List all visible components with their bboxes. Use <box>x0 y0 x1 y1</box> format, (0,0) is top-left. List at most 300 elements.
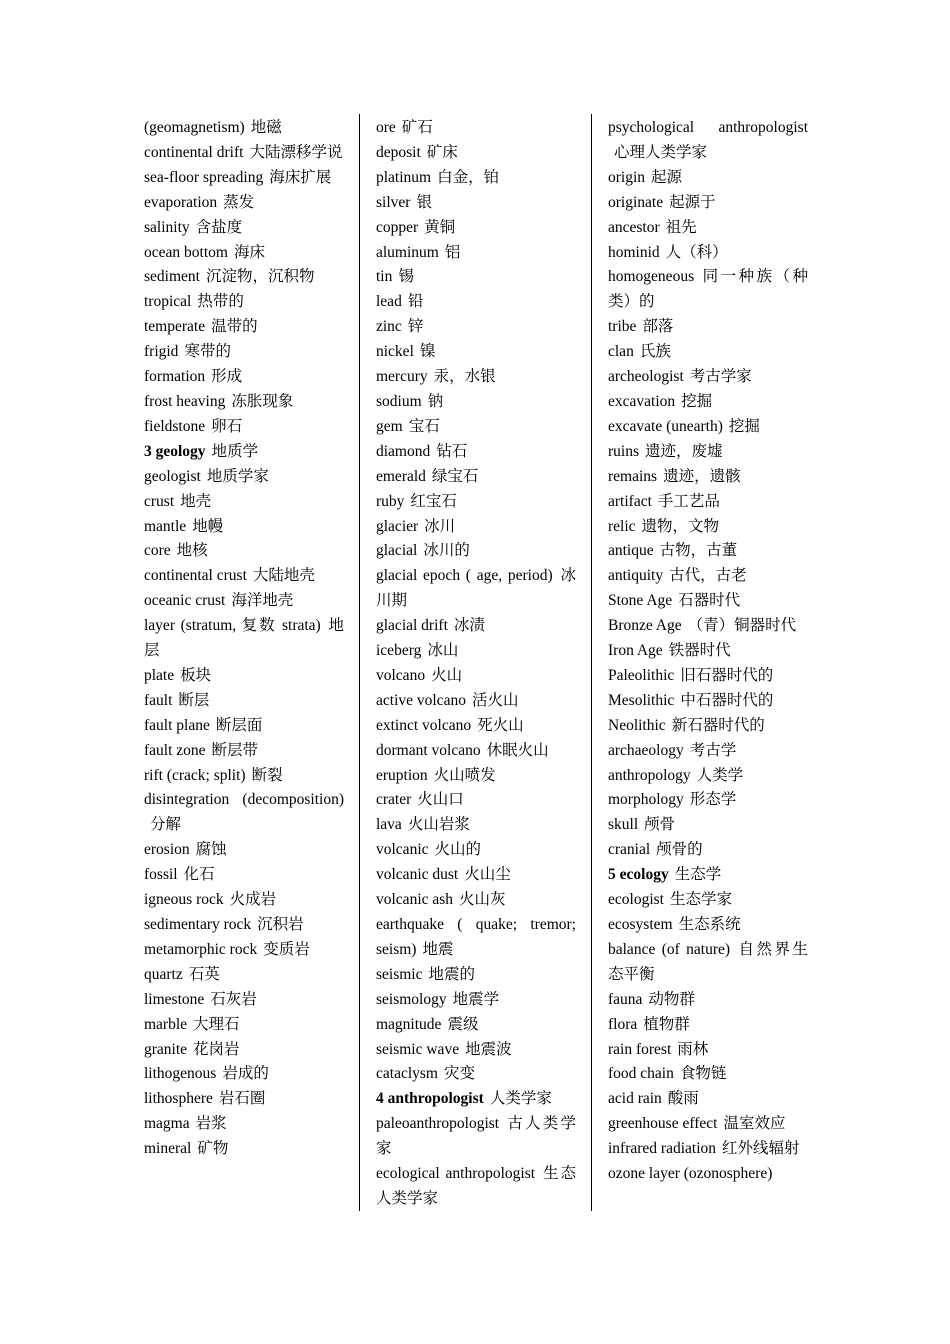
entry-term: (geomagnetism) <box>144 119 245 136</box>
glossary-entry <box>608 265 808 315</box>
glossary-entry <box>144 390 344 415</box>
glossary-entry <box>144 1013 344 1038</box>
entry-term: crater <box>376 791 412 809</box>
entry-term: Bronze Age <box>608 617 682 635</box>
glossary-entry <box>376 490 576 515</box>
entry-term: salinity <box>144 218 190 236</box>
glossary-entry <box>608 714 808 739</box>
entry-translation: 起源 <box>651 168 683 186</box>
entry-translation: 镍 <box>419 343 436 361</box>
entry-translation: 生态学 <box>674 866 722 884</box>
entry-term: seismic wave <box>376 1040 460 1058</box>
entry-term: morphology <box>608 791 684 809</box>
glossary-entry <box>376 290 576 315</box>
entry-translation: 红外线辐射 <box>722 1140 800 1158</box>
entry-term: rain forest <box>608 1040 672 1058</box>
entry-translation: 汞，水银 <box>433 368 496 386</box>
entry-term: ecosystem <box>608 916 673 933</box>
glossary-entry <box>608 166 808 191</box>
entry-translation: 断层面 <box>215 716 263 734</box>
glossary-entry <box>144 913 344 938</box>
glossary-entry <box>376 564 576 614</box>
glossary-entry <box>376 888 576 913</box>
entry-translation: 寒带的 <box>184 343 231 361</box>
entry-term: artifact <box>608 492 652 510</box>
entry-term: sea-floor spreading <box>144 168 264 186</box>
glossary-entry <box>144 465 344 490</box>
column-divider <box>591 114 592 1211</box>
entry-translation: 矿石 <box>401 119 433 136</box>
glossary-entry <box>376 241 576 266</box>
entry-translation: 手工艺品 <box>657 492 720 510</box>
entry-translation: 钻石 <box>436 442 468 460</box>
entry-translation: 地震 <box>422 940 454 958</box>
entry-translation: 冰川的 <box>423 542 470 560</box>
entry-translation: 冰山 <box>427 642 459 660</box>
glossary-entry <box>608 1062 808 1087</box>
entry-term: magma <box>144 1115 190 1133</box>
entry-translation: 冻胀现象 <box>231 392 294 410</box>
glossary-entry <box>376 863 576 888</box>
glossary-entry <box>144 739 344 764</box>
entry-term: Paleolithic <box>608 666 675 684</box>
entry-translation: 沉淀物，沉积物 <box>205 268 315 286</box>
glossary-entry <box>608 739 808 764</box>
entry-term: tin <box>376 268 393 286</box>
glossary-entry <box>376 465 576 490</box>
glossary-entry <box>376 813 576 838</box>
section-heading: 5 ecology <box>608 866 669 884</box>
glossary-entry <box>608 216 808 241</box>
entry-translation: 大陆漂移学说 <box>249 143 343 161</box>
entry-translation: 休眠火山 <box>486 741 549 759</box>
entry-translation: 银 <box>416 193 432 211</box>
entry-term: plate <box>144 666 175 684</box>
glossary-entry <box>608 564 808 589</box>
entry-term: mercury <box>376 368 428 386</box>
glossary-entry <box>376 440 576 465</box>
entry-term: sedimentary rock <box>144 916 252 933</box>
glossary-entry <box>144 265 344 290</box>
entry-translation: 考古学家 <box>689 368 752 386</box>
entry-term: lava <box>376 816 402 834</box>
glossary-entry <box>144 564 344 589</box>
entry-translation: 地壳 <box>180 492 212 510</box>
entry-term: lithosphere <box>144 1090 213 1108</box>
section-heading: 4 anthropologist <box>376 1090 484 1108</box>
entry-term: ancestor <box>608 218 660 236</box>
entry-term: tropical <box>144 293 192 311</box>
entry-translation: 火山口 <box>417 791 464 809</box>
entry-translation: 大陆地壳 <box>252 567 315 585</box>
entry-term: clan <box>608 343 634 361</box>
entry-translation: 矿物 <box>197 1140 229 1158</box>
entry-term: lead <box>376 293 402 311</box>
entry-term: diamond <box>376 442 431 460</box>
entry-term: ecologist <box>608 891 664 909</box>
glossary-entry <box>608 465 808 490</box>
glossary-entry <box>376 664 576 689</box>
entry-translation: 岩石圈 <box>218 1090 266 1108</box>
entry-term: skull <box>608 816 639 834</box>
glossary-entry <box>608 838 808 863</box>
glossary-entry <box>608 664 808 689</box>
entry-term: sodium <box>376 392 422 410</box>
glossary-entry <box>144 415 344 440</box>
glossary-entry <box>144 589 344 614</box>
entry-term: archeologist <box>608 368 684 386</box>
glossary-entry <box>608 813 808 838</box>
entry-translation: 心理人类学家 <box>614 143 708 161</box>
entry-translation: 温室效应 <box>723 1115 786 1133</box>
entry-translation: 温带的 <box>211 318 258 336</box>
entry-translation: 生态人类学家 <box>376 1165 576 1207</box>
entry-translation: 花岗岩 <box>193 1040 240 1058</box>
glossary-entry <box>608 390 808 415</box>
entry-term: excavation <box>608 392 676 410</box>
entry-translation: 变质岩 <box>263 940 310 958</box>
entry-translation: 死火山 <box>477 716 524 734</box>
entry-term: origin <box>608 168 646 186</box>
glossary-entry <box>376 689 576 714</box>
entry-term: frost heaving <box>144 392 226 410</box>
glossary-entry <box>144 764 344 789</box>
glossary-entry <box>608 988 808 1013</box>
entry-term: crust <box>144 492 175 510</box>
entry-translation: 动物群 <box>648 990 695 1008</box>
entry-translation: 板块 <box>180 666 212 684</box>
glossary-entry <box>144 141 344 166</box>
entry-translation: 白金，铂 <box>437 168 500 186</box>
entry-translation: 生态学家 <box>669 891 732 909</box>
entry-translation: 断层 <box>178 691 210 709</box>
entry-term: core <box>144 542 171 560</box>
entry-translation: 海床扩展 <box>269 168 332 186</box>
entry-term: gem <box>376 417 403 435</box>
entry-translation: 人类学 <box>696 766 744 784</box>
glossary-entry <box>144 116 344 141</box>
entry-term: Mesolithic <box>608 691 675 709</box>
glossary-entry <box>376 390 576 415</box>
entry-translation: 铝 <box>444 243 461 261</box>
entry-translation: 挖掘 <box>681 392 713 410</box>
entry-term: fossil <box>144 866 178 884</box>
entry-term: glacial epoch ( age, period) <box>376 567 553 585</box>
glossary-entry <box>608 191 808 216</box>
glossary-entry <box>376 1013 576 1038</box>
entry-term: temperate <box>144 318 206 336</box>
entry-translation: 火山灰 <box>459 891 506 909</box>
glossary-entry <box>376 539 576 564</box>
glossary-entry <box>144 938 344 963</box>
glossary-entry <box>376 963 576 988</box>
entry-term: continental drift <box>144 143 244 161</box>
entry-translation: 氏族 <box>639 343 671 361</box>
entry-term: formation <box>144 368 206 386</box>
glossary-entry <box>608 340 808 365</box>
glossary-entry <box>608 515 808 540</box>
entry-translation: 火山岩浆 <box>407 816 470 834</box>
glossary-entry <box>608 1137 808 1162</box>
section-heading-entry <box>608 863 808 888</box>
entry-translation: 断裂 <box>251 766 283 784</box>
glossary-entry <box>376 141 576 166</box>
glossary-entry <box>144 1137 344 1162</box>
section-heading-entry <box>144 440 344 465</box>
glossary-entry <box>144 963 344 988</box>
entry-translation: 沉积岩 <box>257 916 304 933</box>
entry-translation: 蒸发 <box>223 193 255 211</box>
entry-translation: 自然界生态平衡 <box>608 940 808 983</box>
entry-term: infrared radiation <box>608 1140 717 1158</box>
entry-translation: 含盐度 <box>195 218 243 236</box>
glossary-entry <box>608 589 808 614</box>
entry-term: silver <box>376 193 411 211</box>
entry-term: oceanic crust <box>144 592 226 610</box>
entry-term: iceberg <box>376 642 422 660</box>
entry-translation: 地质学 <box>211 442 259 460</box>
entry-term: extinct volcano <box>376 716 472 734</box>
glossary-entry <box>144 714 344 739</box>
entry-translation: 颅骨的 <box>656 841 703 859</box>
entry-translation: 植物群 <box>643 1015 690 1033</box>
entry-term: glacier <box>376 517 419 535</box>
entry-translation: 同一种族（种类）的 <box>608 268 808 311</box>
entry-translation: 人类学家 <box>489 1090 552 1108</box>
glossary-entry <box>144 365 344 390</box>
glossary-entry <box>144 689 344 714</box>
glossary-entry <box>608 913 808 938</box>
entry-translation: 形成 <box>211 368 243 386</box>
entry-term: seismic <box>376 965 423 983</box>
glossary-entry <box>608 539 808 564</box>
entry-translation: 古物，古董 <box>659 542 738 560</box>
entry-translation: 遗迹，废墟 <box>645 442 723 460</box>
entry-translation: 酸雨 <box>667 1090 699 1108</box>
entry-translation: 宝石 <box>408 417 440 435</box>
entry-term: cataclysm <box>376 1065 438 1083</box>
glossary-entry <box>376 515 576 540</box>
entry-translation: 黄铜 <box>424 218 456 236</box>
glossary-entry <box>144 290 344 315</box>
entry-translation: 断层带 <box>211 741 259 759</box>
entry-term: ore <box>376 119 396 136</box>
entry-term: remains <box>608 467 658 485</box>
entry-term: antiquity <box>608 567 664 585</box>
entry-term: magnitude <box>376 1015 442 1033</box>
entry-term: quartz <box>144 965 183 983</box>
entry-term: ruins <box>608 442 639 460</box>
entry-term: marble <box>144 1015 188 1033</box>
glossary-entry <box>608 365 808 390</box>
entry-translation: 绿宝石 <box>431 467 479 485</box>
glossary-entry <box>144 988 344 1013</box>
glossary-entry <box>376 1062 576 1087</box>
entry-translation: 人（科） <box>665 243 728 261</box>
entry-term: geologist <box>144 467 201 485</box>
entry-translation: 锡 <box>398 268 414 286</box>
entry-translation: 地层 <box>144 617 344 660</box>
entry-term: evaporation <box>144 193 218 211</box>
entry-term: excavate (unearth) <box>608 417 723 435</box>
entry-translation: 古代，古老 <box>669 567 747 585</box>
glossary-entry <box>376 988 576 1013</box>
entry-translation: 石灰岩 <box>210 990 257 1008</box>
entry-translation: 冰川期 <box>376 567 576 610</box>
glossary-entry <box>608 1162 808 1187</box>
glossary-entry <box>608 764 808 789</box>
glossary-entry <box>144 1112 344 1137</box>
glossary-entry <box>608 1038 808 1063</box>
entry-translation: 腐蚀 <box>195 841 227 859</box>
entry-term: copper <box>376 218 419 236</box>
entry-translation: 热带的 <box>197 293 244 311</box>
glossary-entry <box>144 241 344 266</box>
glossary-entry <box>376 191 576 216</box>
entry-term: Stone Age <box>608 592 673 610</box>
entry-term: homogeneous <box>608 268 695 286</box>
entry-translation: 冰渍 <box>453 617 485 635</box>
glossary-entry <box>144 539 344 564</box>
glossary-entry <box>144 191 344 216</box>
entry-term: fault <box>144 691 173 709</box>
entry-term: psychological anthropologist <box>608 119 808 136</box>
entry-term: volcanic ash <box>376 891 454 909</box>
entry-term: glacial <box>376 542 418 560</box>
entry-term: metamorphic rock <box>144 940 258 958</box>
entry-term: cranial <box>608 841 651 859</box>
glossary-entry <box>144 515 344 540</box>
entry-translation: 大理石 <box>193 1015 240 1033</box>
entry-translation: 分解 <box>150 816 182 834</box>
glossary-entry <box>376 340 576 365</box>
entry-translation: 挖掘 <box>728 417 760 435</box>
glossary-entry <box>608 241 808 266</box>
glossary-entry <box>608 614 808 639</box>
glossary-entry <box>144 315 344 340</box>
entry-term: nickel <box>376 343 414 361</box>
entry-translation: 化石 <box>183 866 215 884</box>
entry-translation: 起源于 <box>669 193 716 211</box>
entry-translation: 锌 <box>407 318 424 336</box>
entry-translation: 卵石 <box>211 417 243 435</box>
entry-translation: 生态系统 <box>678 916 741 933</box>
entry-translation: 冰川 <box>424 517 456 535</box>
entry-term: layer (stratum, 复数 strata) <box>144 617 321 635</box>
entry-term: active volcano <box>376 691 466 709</box>
entry-term: volcano <box>376 666 426 684</box>
entry-term: ecological anthropologist <box>376 1165 536 1183</box>
entry-translation: 火山 <box>431 666 463 684</box>
glossary-entry <box>144 888 344 913</box>
entry-term: sediment <box>144 268 200 286</box>
glossary-entry <box>608 116 808 166</box>
entry-term: acid rain <box>608 1090 662 1108</box>
glossary-entry <box>144 863 344 888</box>
entry-translation: 铅 <box>407 293 424 311</box>
glossary-entry <box>608 788 808 813</box>
entry-term: archaeology <box>608 741 684 759</box>
glossary-entry <box>608 1112 808 1137</box>
entry-term: volcanic <box>376 841 429 859</box>
entry-translation: 火成岩 <box>229 891 277 909</box>
glossary-column-3 <box>608 116 808 1187</box>
entry-translation: 地质学家 <box>206 467 269 485</box>
entry-term: volcanic dust <box>376 866 459 884</box>
entry-translation: 食物链 <box>679 1065 727 1083</box>
entry-translation: 震级 <box>447 1015 479 1033</box>
entry-term: flora <box>608 1015 638 1033</box>
glossary-entry <box>376 739 576 764</box>
entry-term: frigid <box>144 343 179 361</box>
entry-term: mineral <box>144 1140 192 1158</box>
entry-term: balance (of nature) <box>608 940 731 958</box>
entry-translation: 颅骨 <box>644 816 676 834</box>
entry-term: lithogenous <box>144 1065 217 1083</box>
glossary-entry <box>144 166 344 191</box>
glossary-entry <box>608 490 808 515</box>
entry-term: earthquake ( quake; tremor; seism) <box>376 916 576 958</box>
entry-term: eruption <box>376 766 428 784</box>
entry-translation: 雨林 <box>677 1040 709 1058</box>
entry-translation: 地核 <box>176 542 208 560</box>
entry-term: erosion <box>144 841 190 859</box>
entry-translation: 红宝石 <box>410 492 457 510</box>
entry-term: aluminum <box>376 243 439 261</box>
glossary-entry <box>608 440 808 465</box>
glossary-entry <box>376 838 576 863</box>
entry-translation: 活火山 <box>471 691 519 709</box>
entry-term: ocean bottom <box>144 243 228 261</box>
entry-translation: 火山尘 <box>464 866 511 884</box>
entry-term: fieldstone <box>144 417 206 435</box>
glossary-entry <box>376 365 576 390</box>
entry-term: deposit <box>376 143 421 161</box>
entry-translation: 古人类学家 <box>376 1115 576 1158</box>
glossary-entry <box>144 490 344 515</box>
entry-term: fauna <box>608 990 643 1008</box>
entry-term: greenhouse effect <box>608 1115 718 1133</box>
entry-translation: 祖先 <box>665 218 697 236</box>
glossary-entry <box>376 1162 576 1212</box>
entry-translation: 地震波 <box>465 1040 512 1058</box>
glossary-column-2 <box>376 116 576 1212</box>
entry-translation: 地幔 <box>192 517 224 535</box>
entry-translation: 旧石器时代的 <box>680 666 774 684</box>
entry-term: zinc <box>376 318 402 336</box>
entry-translation: 火山喷发 <box>433 766 496 784</box>
entry-term: fault zone <box>144 741 206 759</box>
entry-term: Neolithic <box>608 716 666 734</box>
entry-term: originate <box>608 193 664 211</box>
glossary-entry <box>376 639 576 664</box>
entry-term: hominid <box>608 243 660 261</box>
glossary-entry <box>608 689 808 714</box>
glossary-entry <box>144 1062 344 1087</box>
entry-term: limestone <box>144 990 205 1008</box>
glossary-entry <box>376 764 576 789</box>
glossary-entry <box>376 614 576 639</box>
section-heading: 3 geology <box>144 442 206 460</box>
glossary-entry <box>376 415 576 440</box>
glossary-entry <box>144 1087 344 1112</box>
entry-term: platinum <box>376 168 432 186</box>
entry-translation: 矿床 <box>426 143 458 161</box>
entry-translation: 海床 <box>233 243 265 261</box>
entry-term: fault plane <box>144 716 210 734</box>
section-heading-entry <box>376 1087 576 1112</box>
entry-translation: 部落 <box>642 318 674 336</box>
